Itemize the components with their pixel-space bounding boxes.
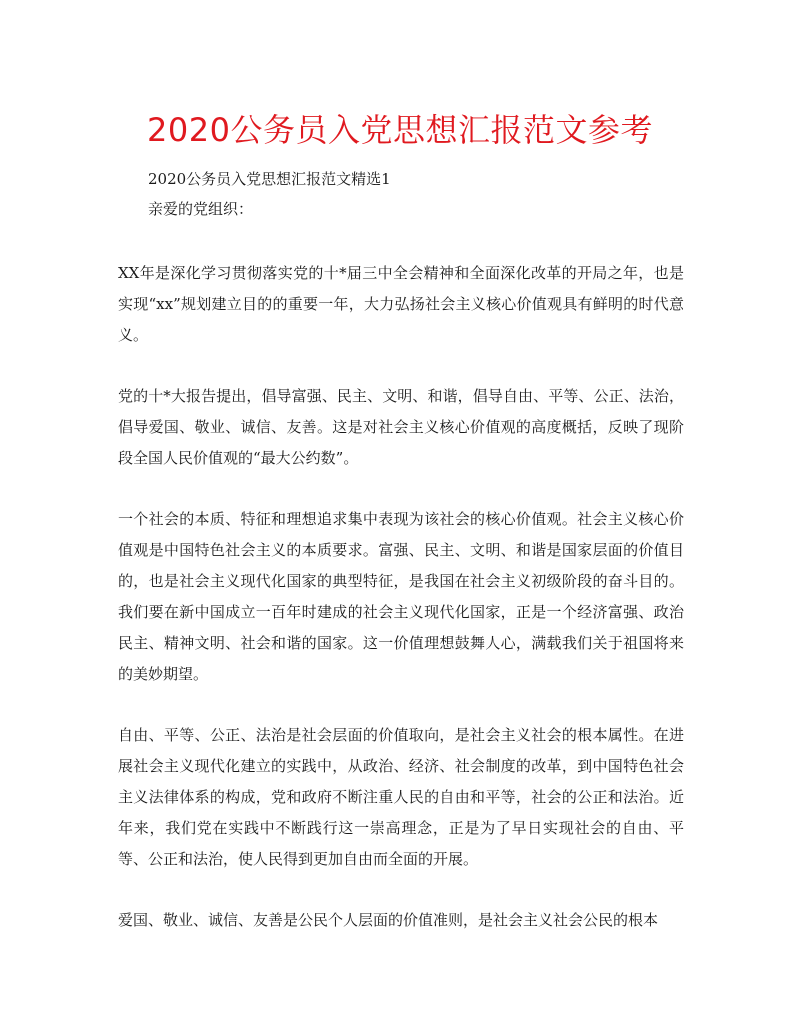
paragraph: XX年是深化学习贯彻落实党的十*届三中全会精神和全面深化改革的开局之年，也是实现“xx”规划建立目的的重要一年，大力弘扬社会主义核心价值观具有鲜明的时代意义。 <box>118 264 684 344</box>
salutation: 亲爱的党组织： <box>148 200 254 218</box>
document-body <box>118 258 684 966</box>
paragraph: 爱国、敬业、诚信、友善是公民个人层面的价值准则，是社会主义社会公民的根本 <box>118 911 659 929</box>
document-subtitle: 2020公务员入党思想汇报范文精选1 <box>148 170 391 188</box>
document-title: 2020公务员入党思想汇报范文参考 <box>147 111 653 149</box>
paragraph: 自由、平等、公正、法治是社会层面的价值取向，是社会主义社会的根本属性。在进展社会主义现代化建立的实践中，从政治、经济、社会制度的改革，到中国特色社会主义法律体系的构成，党和政府不断注重人民的自由和平等，社会的公正和法治。近年来，我们党在实践中不断践行这一崇高理念，正是为了早日实现社会的自由、平等、公正和法治，使人民得到更加自由而全面的开展。 <box>118 726 684 868</box>
paragraph: 党的十*大报告提出，倡导富强、民主、文明、和谐，倡导自由、平等、公正、法治，倡导爱国、敬业、诚信、友善。这是对社会主义核心价值观的高度概括，反映了现阶段全国人民价值观的“最大公约数”。 <box>118 387 684 467</box>
paragraph: 一个社会的本质、特征和理想追求集中表现为该社会的核心价值观。社会主义核心价值观是中国特色社会主义的本质要求。富强、民主、文明、和谐是国家层面的价值目的，也是社会主义现代化国家的典型特征，是我国在社会主义初级阶段的奋斗目的。我们要在新中国成立一百年时建成的社会主义现代化国家，正是一个经济富强、政治民主、精神文明、社会和谐的国家。这一价值理想鼓舞人心，满载我们关于祖国将来的美妙期望。 <box>118 510 684 683</box>
